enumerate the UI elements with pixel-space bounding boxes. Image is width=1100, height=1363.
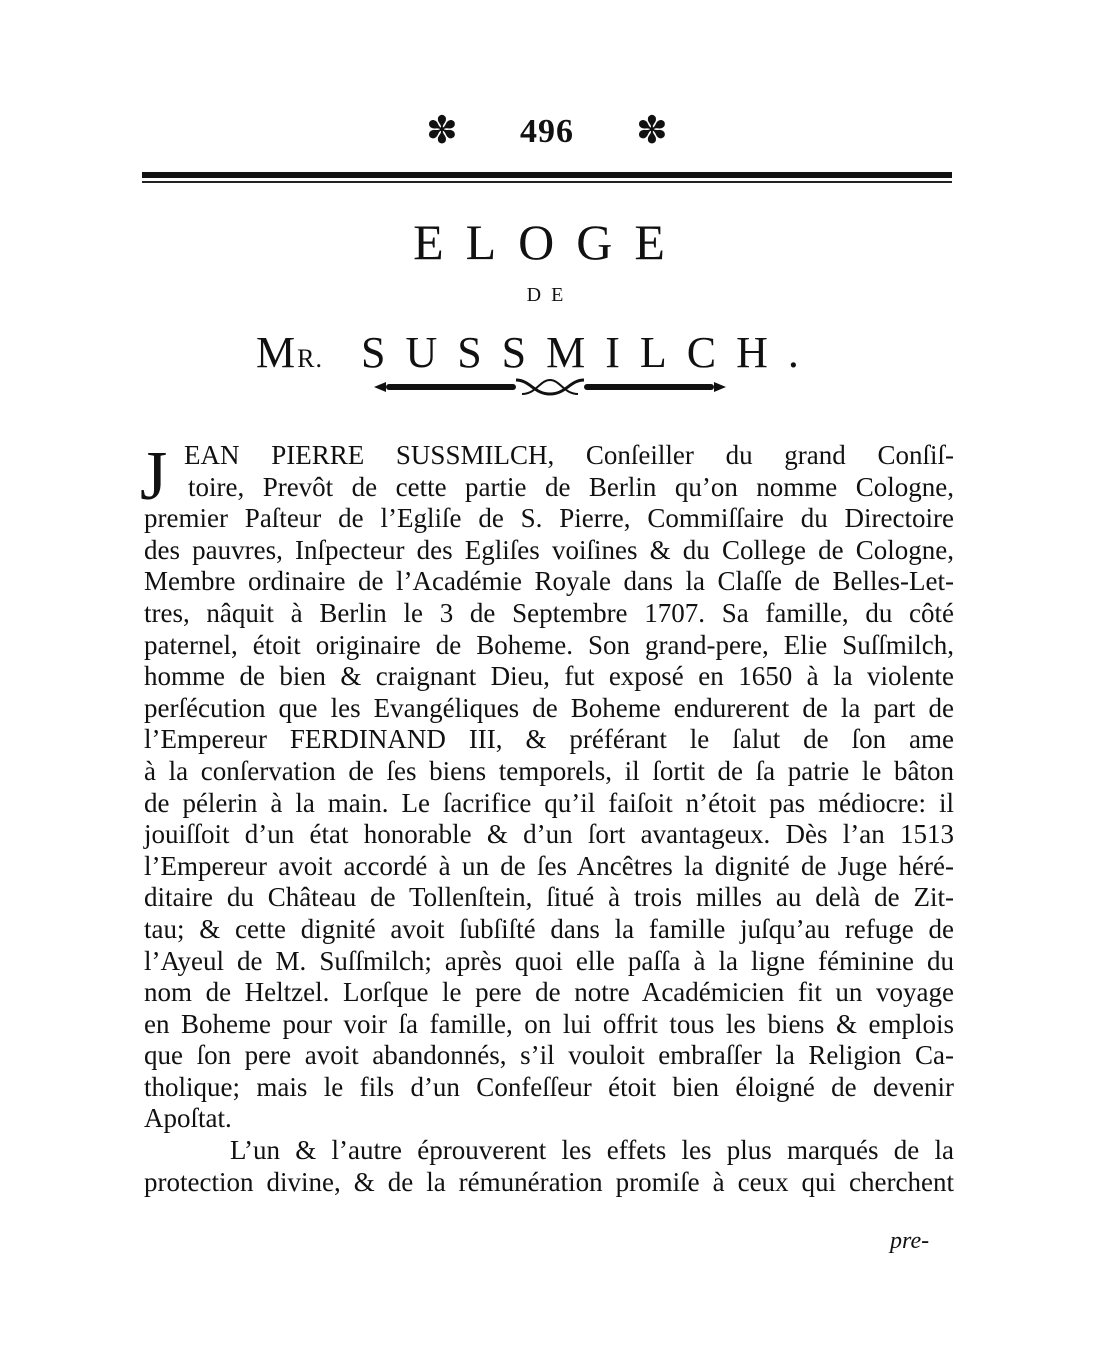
fleuron-icon: ✽ bbox=[636, 110, 668, 152]
text-line: L’un & l’autre éprouverent les effets les plus marqués de la bbox=[230, 1135, 954, 1166]
text-line: l’Empereur FERDINAND III, & préférant le ſalut de ſon ame bbox=[144, 724, 954, 755]
running-head bbox=[0, 108, 1100, 158]
text-line: nom de Heltzel. Lorſque le pere de notre Académicien fit un voyage bbox=[144, 977, 954, 1008]
text-line: jouiſſoit d’un état honorable & d’un ſort avantageux. Dès l’an 1513 bbox=[144, 819, 954, 850]
text-line: de pélerin à la main. Le ſacrifice qu’il faiſoit n’étoit pas médiocre: il bbox=[144, 787, 954, 818]
text-line: homme de bien & craignant Dieu, fut exposé en 1650 à la violente bbox=[144, 661, 954, 692]
text-line: EAN PIERRE SUSSMILCH, Conſeiller du grand Conſiſ- bbox=[184, 440, 954, 470]
ornamental-rule-icon bbox=[372, 376, 728, 398]
fleuron-icon: ✽ bbox=[426, 110, 458, 152]
text-line: l’Empereur avoit accordé à un de ſes Ancêtres la dignité de Juge héré- bbox=[144, 850, 954, 881]
text-line: tres, nâquit à Berlin le 3 de Septembre 1707. Sa famille, du côté bbox=[144, 597, 954, 628]
text-line: Apoſtat. bbox=[144, 1103, 232, 1134]
text-line: Membre ordinaire de l’Académie Royale dans la Claſſe de Belles-Let- bbox=[144, 566, 954, 597]
text-line: des pauvres, Inſpecteur des Egliſes voiſines & du College de Cologne, bbox=[144, 534, 954, 565]
page-title: ELOGE bbox=[413, 214, 687, 270]
text-line: protection divine, & de la rémunération promiſe à ceux qui cherchent bbox=[144, 1166, 954, 1197]
text-line: tau; & cette dignité avoit ſubſiſté dans la famille juſqu’au refuge de bbox=[144, 913, 954, 944]
name-text: SUSSMILCH. bbox=[360, 328, 819, 377]
body-text bbox=[140, 438, 954, 1198]
text-line: tholique; mais le fils d’un Confeſſeur étoit bien éloigné de devenir bbox=[144, 1071, 954, 1102]
name-prefix: MR. bbox=[256, 328, 323, 377]
text-line: en Boheme pour voir ſa famille, on lui offrit tous les biens & emplois bbox=[144, 1008, 954, 1039]
title-preposition: DE bbox=[526, 284, 574, 306]
page-number: 496 bbox=[520, 113, 574, 150]
drop-cap: J bbox=[140, 438, 168, 515]
catchword: pre- bbox=[890, 1228, 930, 1254]
text-line: perſécution que les Evangéliques de Boheme endurerent de la part de bbox=[144, 692, 954, 723]
text-line: à la conſervation de ſes biens temporels, il ſortit de ſa patrie le bâton bbox=[144, 755, 954, 786]
text-line: paternel, étoit originaire de Boheme. Son grand-pere, Elie Suſſmilch, bbox=[144, 629, 954, 660]
text-line: que ſon pere avoit abandonnés, s’il vouloit embraſſer la Religion Ca- bbox=[144, 1040, 954, 1071]
text-line: ditaire du Château de Tollenſtein, ſitué à trois milles au delà de Zit- bbox=[144, 882, 954, 913]
header-rule-thin bbox=[142, 181, 952, 183]
text-line: toire, Prevôt de cette partie de Berlin qu’on nomme Cologne, bbox=[188, 471, 954, 502]
text-line: l’Ayeul de M. Suſſmilch; après quoi elle paſſa à la ligne féminine du bbox=[144, 945, 954, 976]
header-rule-thick bbox=[142, 172, 952, 178]
text-line: premier Paſteur de l’Egliſe de S. Pierre, Commiſſaire du Directoire bbox=[144, 503, 954, 534]
